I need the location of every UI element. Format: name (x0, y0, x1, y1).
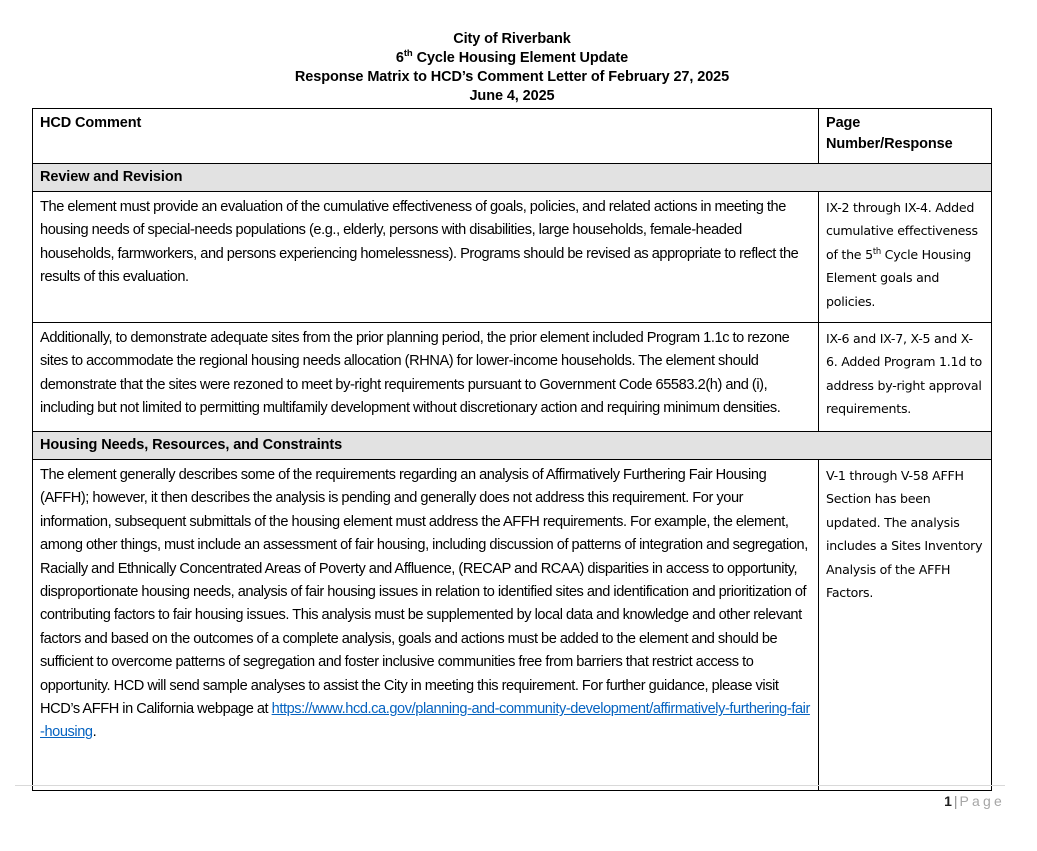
table-row (33, 460, 992, 791)
response-matrix-table (32, 108, 992, 791)
comment-text-after-link: . (92, 724, 97, 741)
footer-page-indicator (944, 791, 1005, 811)
comment-cell-row-2: Additionally, to demonstrate adequate sites from the prior planning period, the prior element included Program 1.1c to rezone sites to accommodate the regional housing needs allocation (RHNA) for lower-income households. The element should demonstrate that the sites were rezoned to meet by-right requirements pursuant to Government Code 65583.2(h) and (i), including but not limited to permitting multifamily development without discretionary action and requiring minimum densities. (33, 323, 819, 432)
comment-cell-row-3 (33, 460, 819, 791)
table-row (33, 192, 992, 323)
response-text-post: Cycle Housing Element goals and policies. (826, 246, 972, 309)
section-title-housing-needs-resources-constraints: Housing Needs, Resources, and Constraints (33, 432, 992, 460)
heading-cycle-number: 6 (395, 50, 404, 66)
section-title-review-and-revision: Review and Revision (33, 164, 992, 192)
response-cell-row-2: IX-6 and IX-7, X-5 and X-6. Added Program 1.1d to address by-right approval requirements. (819, 323, 992, 432)
heading-line-city: City of Riverbank (453, 31, 571, 47)
footer-separator: | (953, 793, 958, 809)
section-row-housing-needs-resources-constraints (33, 432, 992, 460)
footer-page-word: Page (959, 793, 1005, 809)
response-ordinal-suffix: th (872, 245, 881, 256)
heading-cycle-ordinal-suffix: th (403, 48, 413, 60)
footer-page-number: 1 (944, 793, 952, 809)
column-header-page-response: Page Number/Response (819, 109, 992, 164)
heading-line-matrix: Response Matrix to HCD’s Comment Letter of February 27, 2025 (294, 69, 730, 85)
comment-cell-row-1: The element must provide an evaluation of the cumulative effectiveness of goals, policies, and related actions in meeting the housing needs of special-needs populations (e.g., elderly, persons with disabilities, large households, female-headed households, farmworkers, and persons experiencing homelessness). Programs should be revised as appropriate to reflect the results of this evaluation. (33, 192, 819, 323)
heading-line-cycle (32, 49, 992, 68)
table-row (33, 323, 992, 432)
response-cell-row-1 (819, 192, 992, 323)
section-row-review-and-revision (33, 164, 992, 192)
footer-divider (15, 785, 1005, 786)
affh-webpage-link[interactable]: https://www.hcd.ca.gov/planning-and-community-development/affirmatively-furthering-fair-housing (40, 701, 810, 741)
heading-cycle-text: Cycle Housing Element Update (412, 50, 629, 66)
response-cell-row-3: V-1 through V-58 AFFH Section has been updated. The analysis includes a Sites Inventory Analysis of the AFFH Factors. (819, 460, 992, 791)
document-heading (32, 30, 992, 106)
table-header-row (33, 109, 992, 164)
heading-line-date: June 4, 2025 (469, 88, 555, 104)
column-header-hcd-comment: HCD Comment (33, 109, 819, 164)
comment-text-before-link: The element generally describes some of the requirements regarding an analysis of Affirmatively Furthering Fair Housing (AFFH); however, it then describes the analysis is pending and generally does not address this requirement. For your information, subsequent submittals of the housing element must address the AFFH requirements. For example, the element, among other things, must include an assessment of fair housing, including discussion of patterns of integration and segregation, Racially and Ethnically Concentrated Areas of Poverty and Affluence, (RECAP and RCAA) disparities in access to opportunity, disproportionate housing needs, analysis of fair housing issues in relation to identified sites and identification and prioritization of contributing factors to fair housing issues. This analysis must be supplemented by local data and knowledge and other relevant factors and based on the outcomes of a complete analysis, goals and actions must be added to the element and should be sufficient to overcome patterns of segregation and foster inclusive communities free from barriers that restrict access to opportunity. HCD will send sample analyses to assist the City in meeting this requirement. For further guidance, please visit HCD’s AFFH in California webpage at (40, 467, 808, 718)
response-text-pre: IX-2 through IX-4. Added cumulative effectiveness of the 5 (826, 200, 978, 262)
